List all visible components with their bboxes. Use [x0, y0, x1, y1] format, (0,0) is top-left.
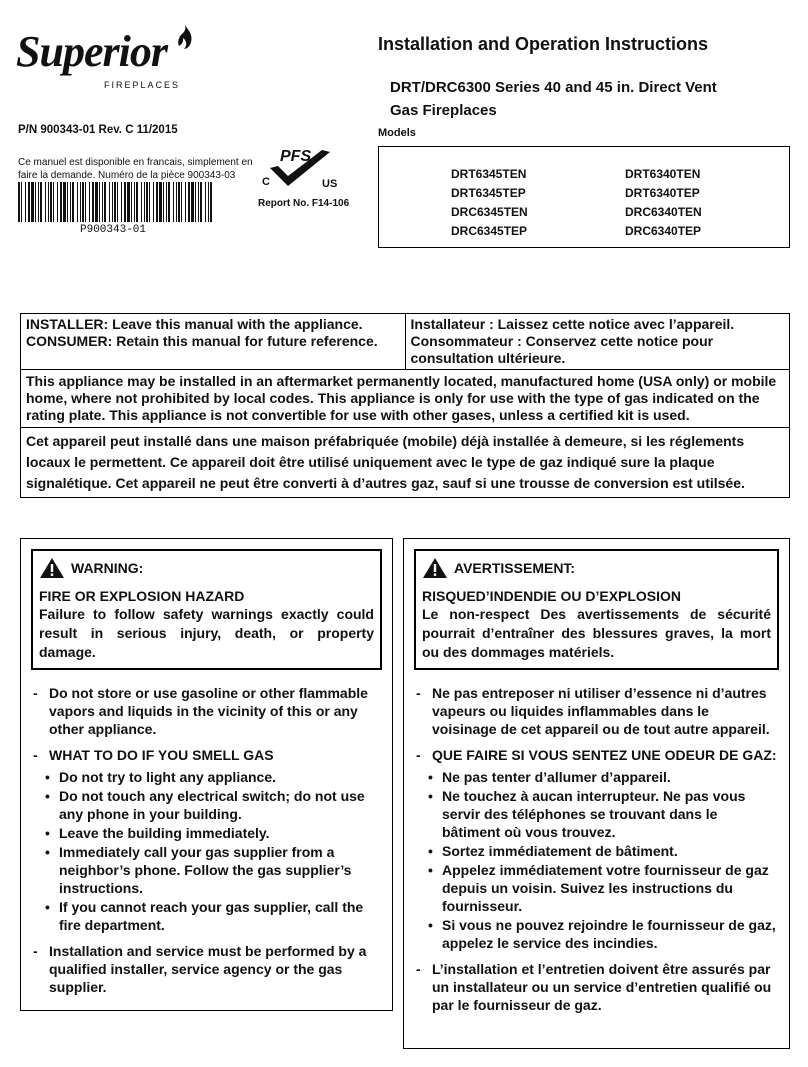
models-box — [378, 146, 790, 248]
warning-list-fr — [416, 684, 777, 1014]
barcode-bar — [28, 182, 30, 222]
barcode-bar — [89, 182, 90, 222]
notice-fr — [406, 314, 790, 369]
model-item: DRC6345TEN — [451, 205, 528, 219]
barcode-bar — [127, 182, 130, 222]
barcode-bar — [40, 182, 42, 222]
bullet-item: • Do not touch any electrical switch; do not use any phone in your building. — [41, 787, 380, 823]
barcode-bar — [176, 182, 177, 222]
notice-row-retain — [21, 314, 789, 370]
model-item: DRT6340TEN — [625, 167, 701, 181]
barcode-bar — [70, 182, 71, 222]
barcode-bar — [60, 182, 62, 222]
cert-c: C — [262, 176, 270, 188]
barcode-bar — [159, 182, 162, 222]
bullet-item: • Leave the building immediately. — [41, 824, 380, 842]
notice-table — [20, 313, 790, 498]
barcode-bar — [200, 182, 202, 222]
model-item: DRT6345TEP — [451, 186, 526, 200]
bullet-item: • Appelez immédiatement votre fournisseur de gaz depuis un voisin. Suivez les instructions du fournisseur. — [424, 861, 777, 915]
barcode-bar — [188, 182, 190, 222]
barcode-bar — [85, 182, 86, 222]
hazard-title-fr: RISQUED’INDENDIE OU D’EXPLOSION — [422, 588, 682, 604]
barcode-bar — [50, 182, 52, 222]
warning-column-en — [20, 538, 393, 1011]
barcode-bar — [198, 182, 199, 222]
cert-us: US — [322, 178, 338, 190]
model-item: DRT6340TEP — [625, 186, 700, 200]
barcode-bar — [57, 182, 58, 222]
french-availability-note: Ce manuel est disponible en francais, simplement en faire la demande. Numéro de la pièce 900343-03 — [18, 157, 253, 181]
mobile-home-notice-fr: Cet appareil peut installé dans une maison préfabriquée (mobile) déjà installée à demeure, si les réglements locaux le permettent. Ce appareil doit être utilisé uniquement avec le type de gaz indiqué sure la plaque signalétique. Cet appareil ne peut être converti à d’autres gaz, sauf si une trousse de conversion est utilsée. — [26, 433, 745, 491]
bullet-item: • Ne touchez à aucan interrupteur. Ne pas vous servir des téléphones se trouvant dans le bâtiment où vous trouvez. — [424, 787, 777, 841]
barcode-bar — [92, 182, 94, 222]
report-number: Report No. F14-106 — [258, 198, 350, 209]
warning-list-en — [33, 684, 380, 996]
bullet-item: • Si vous ne pouvez rejoindre le fournisseur de gaz, appelez le service des incindies. — [424, 916, 777, 952]
barcode-bar — [166, 182, 167, 222]
barcode-bar — [21, 182, 22, 222]
hazard-text-en: Failure to follow safety warnings exactly could result in serious injury, death, or property damage. — [39, 606, 374, 660]
barcode-bar — [53, 182, 54, 222]
barcode-bar — [114, 182, 116, 222]
barcode-bar — [156, 182, 158, 222]
page-subtitle: DRT/DRC6300 Series 40 and 45 in. Direct Vent Gas Fireplaces — [390, 79, 717, 119]
barcode-bar — [168, 182, 170, 222]
models-label: Models — [378, 127, 416, 139]
warning-heading-fr — [422, 557, 771, 579]
notice-en — [21, 314, 406, 369]
barcode-bar — [208, 182, 209, 222]
list-item: - L’installation et l’entretien doivent être assurés par un installateur ou un service d’entretien qualifié ou par le fournisseur de gaz. — [416, 960, 777, 1014]
barcode-bar — [195, 182, 196, 222]
barcode-bar — [117, 182, 118, 222]
barcode-bar — [25, 182, 26, 222]
list-item: - Do not store or use gasoline or other flammable vapors and liquids in the vicinity of this or any other appliance. — [33, 684, 380, 738]
barcode-bar — [178, 182, 180, 222]
barcode-bar — [191, 182, 194, 222]
warning-column-fr — [403, 538, 790, 1049]
barcode-bar — [136, 182, 138, 222]
barcode-bar — [149, 182, 150, 222]
warning-triangle-icon — [39, 557, 65, 579]
installer-note-fr: Installateur : Laissez cette notice avec l’appareil. — [410, 316, 735, 332]
barcode-bar — [146, 182, 148, 222]
consumer-note-fr: Consommateur : Conservez cette notice pour consultation ultérieure. — [410, 333, 714, 366]
barcode-bar — [104, 182, 106, 222]
barcode-bar — [99, 182, 100, 222]
list-item: - QUE FAIRE SI VOUS SENTEZ UNE ODEUR DE GAZ: — [416, 746, 777, 764]
barcode-bar — [63, 182, 66, 222]
part-number: P/N 900343-01 Rev. C 11/2015 — [18, 124, 178, 136]
barcode-bar — [72, 182, 74, 222]
hazard-title-en: FIRE OR EXPLOSION HAZARD — [39, 588, 245, 604]
bullet-item: • If you cannot reach your gas supplier, call the fire department. — [41, 898, 380, 934]
gas-smell-bullets-fr — [416, 768, 777, 952]
gas-smell-bullets-en — [33, 768, 380, 934]
models-list-right — [625, 165, 702, 241]
installer-note-en: INSTALLER: Leave this manual with the appliance. — [26, 316, 363, 332]
model-item: DRC6340TEN — [625, 205, 702, 219]
consumer-note-en: CONSUMER: Retain this manual for future reference. — [26, 333, 378, 349]
list-item: - Ne pas entreposer ni utiliser d’essence ni d’autres vapeurs ou liquides inflammables dans le voisinage de cet appareil ou de tout autre appareil. — [416, 684, 777, 738]
list-item: - WHAT TO DO IF YOU SMELL GAS — [33, 746, 380, 764]
barcode-bar — [102, 182, 103, 222]
brand-name: Superior — [16, 27, 167, 76]
warning-triangle-icon — [422, 557, 448, 579]
barcode-bar — [131, 182, 132, 222]
barcode-bar — [48, 182, 49, 222]
barcode-bar — [185, 182, 186, 222]
barcode-bar — [121, 182, 122, 222]
barcode-bar — [109, 182, 110, 222]
bullet-item: • Sortez immédiatement de bâtiment. — [424, 842, 777, 860]
barcode-bar — [18, 182, 20, 222]
mobile-home-notice-en: This appliance may be installed in an aftermarket permanently located, manufactured home (USA only) or mobile home, where not prohibited by local codes. This appliance is only for use with the type of gas indicated on the rating plate. This appliance is not convertible for use with other gases, unless a certified kit is used. — [21, 370, 789, 428]
warning-title-en: WARNING: — [71, 560, 144, 576]
barcode-bar — [38, 182, 39, 222]
barcode-bar — [112, 182, 113, 222]
barcode-bar — [45, 182, 46, 222]
models-list-left — [451, 165, 528, 241]
model-item: DRC6345TEP — [451, 224, 528, 238]
warning-box-en — [31, 549, 382, 670]
barcode-text: P900343-01 — [80, 224, 147, 236]
warning-heading-en — [39, 557, 374, 579]
bullet-item: • Do not try to light any appliance. — [41, 768, 380, 786]
barcode-bar — [67, 182, 68, 222]
barcode-bar — [80, 182, 81, 222]
warning-title-fr: AVERTISSEMENT: — [454, 560, 576, 576]
barcode-bar — [82, 182, 84, 222]
barcode-bar — [181, 182, 182, 222]
barcode-bar — [163, 182, 164, 222]
barcode-bar — [153, 182, 154, 222]
barcode-bar — [95, 182, 98, 222]
warning-box-fr — [414, 549, 779, 670]
bullet-item: • Ne pas tenter d’allumer d’appareil. — [424, 768, 777, 786]
barcode-bar — [205, 182, 206, 222]
barcode-bar — [35, 182, 36, 222]
pfs-logo-text: PFS — [280, 148, 312, 165]
barcode-bar — [173, 182, 174, 222]
barcode-bar — [141, 182, 142, 222]
model-item: DRT6345TEN — [451, 167, 527, 181]
barcode-bar — [144, 182, 145, 222]
bullet-item: • Immediately call your gas supplier from a neighbor’s phone. Follow the gas supplier’s instructions. — [41, 843, 380, 897]
barcode-bar — [134, 182, 135, 222]
model-item: DRC6340TEP — [625, 224, 702, 238]
barcode — [18, 182, 212, 222]
barcode-bar — [210, 182, 212, 222]
list-item: - Installation and service must be performed by a qualified installer, service agency or the gas supplier. — [33, 942, 380, 996]
barcode-bar — [31, 182, 34, 222]
brand-sub: FIREPLACES — [104, 80, 181, 90]
barcode-bar — [124, 182, 126, 222]
hazard-text-fr: Le non-respect Des avertissements de sécurité pourrait d’entraîner des blessures graves, la mort ou des dommages matériels. — [422, 606, 771, 660]
page-title: Installation and Operation Instructions — [378, 34, 709, 54]
brand-logo — [16, 24, 216, 94]
pfs-certification-mark — [258, 146, 348, 196]
barcode-bar — [77, 182, 78, 222]
flame-icon — [176, 24, 194, 50]
